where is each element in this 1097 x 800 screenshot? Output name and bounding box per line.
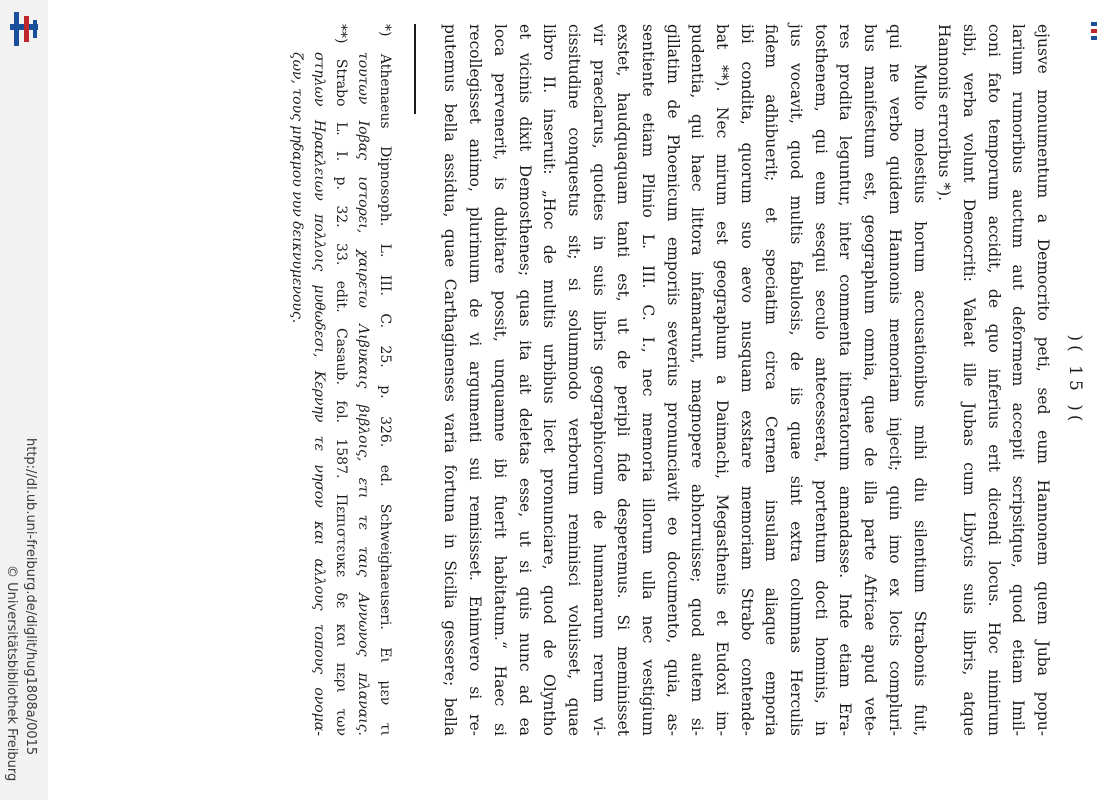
text-line: sibi, verba volunt Democriti: Valeat ille Jubas cum Libycis suis libris, atque — [959, 24, 978, 736]
text-line: sentiente etiam Plinio L. III. C. I., nec memoria illorum ulla nec vestigium — [639, 24, 657, 736]
text-line: ejusve monumentum a Democrito peti, sed eum Hannonem quem Juba popu- — [1034, 24, 1052, 736]
text-line: vir praeclarus, quoties in suis libris geographicorum de humanarum rerum vi- — [589, 24, 608, 736]
document-url[interactable]: http://dl.ub.uni-freiburg.de/diglit/hug1808a/0015 — [23, 438, 38, 756]
text-line: bat **). Nec mirum est geographum a Daimachi, Megasthenis et Eudoxi im- — [713, 24, 732, 736]
library-logo-icon — [0, 0, 48, 60]
viewer-sidebar — [0, 0, 48, 800]
text-line: larium rumoribus auctum aut deformem accepit scripsitque, quod etiam Imil- — [1009, 24, 1028, 736]
text-line: Multo molestius horum accusationibus mihi diu silentium Strabonis fuit, — [910, 64, 929, 736]
footnote-line: τουτων Ιοβας ιστορει, χαιρετω Λιβυκαις βιβλοις, ετι τε ταις Αννωνος πλαναις. — [354, 52, 371, 736]
text-line: jus vocavit, quod multis fabulosis, de iis quae sint extra columnas Herculis — [787, 24, 806, 736]
text-line: Hannonis erroribus *). — [935, 24, 954, 202]
text-line: libro II. inseruit: „Hoc de multis urbibus licet pronunciare, quod de Olyntho — [540, 24, 559, 736]
text-line: exstet, haudquaquam tanti est, ut de peripli fide desperemus. Si meminisset — [614, 24, 633, 736]
text-line: ibi condita, quorum suo aevo nusquam exstare memoriam Strabo contende- — [737, 24, 756, 736]
page-header: )( 15 )( — [1065, 334, 1085, 426]
edge-logo-icon — [1091, 22, 1097, 42]
scanned-page — [48, 0, 1097, 800]
text-line: pudentia, qui haec littora infamarunt, magnopere abhorruisse; quod autem si- — [688, 24, 707, 736]
footnote-divider — [414, 24, 416, 114]
footnote-line: *) Athenaeus Dipnosoph. L. III. C. 25. p. 326. ed. Schweighaeuseri. Ει μεν τι — [376, 24, 393, 736]
body-text — [438, 24, 1055, 736]
text-line: loca pervenerit, is dubitare possit, unquamne ibi fuerit habitatum.“ Haec si — [490, 24, 509, 736]
copyright-notice: © Universitätsbibliothek Freiburg — [4, 565, 19, 782]
footnotes — [286, 24, 396, 736]
rotated-page-content — [288, 24, 1085, 736]
text-line: tosthenem, qui eum sesqui seculo antecesserat, portentum docti hominis, in — [811, 24, 830, 736]
footnote-line: ζων, τους μηδαμου νυν δεικνυμενους. — [288, 52, 305, 324]
text-line: cissitudine conquestus sit; si solummodo verborum reminisci voluisset, quae — [564, 24, 583, 736]
text-line: gillatim de Phoenicum emporiis severius pronunciavit eo documento, quia, as- — [663, 24, 682, 736]
footnote-line: **) Strabo L. I. p. 32. 33. edit. Casaub. fol. 1587. Πεπιστευκε δε και περι των — [332, 24, 349, 736]
text-line: coni fato temporum accidit, de quo inferius erit dicendi locus. Hoc nimirum — [984, 24, 1003, 736]
text-line: qui ne verbo quidem Hannonis memoriam injecit; quin imo ex locis compluri- — [885, 24, 904, 736]
text-line: et vicinis dixit Demosthenes; quas ita ait deletas esse, ut si quis nunc ad ea — [515, 24, 534, 736]
text-line: bus manifestum est, geographum omnia, quae de illa parte Africae apud vete- — [861, 24, 880, 736]
text-line: recollegisset animo, plurimum de vi argumenti sui remisisset. Enimvero si re- — [466, 24, 485, 736]
text-line: fidem adhibuerit; et speciatim circa Cernen insulam aliaque emporia — [762, 24, 781, 736]
text-line: res prodita leguntur, inter commenta itineratorum amandasse. Inde etiam Era- — [836, 24, 855, 736]
footnote-line: στηλων Ηρακλειων πολλοις μυθωδεσι, Κερνην τε νησον και αλλους τοπους ονομα- — [310, 52, 327, 736]
text-line: putemus bella assidua, quae Carthaginenses varia fortuna in Sicilia gessere; bella — [441, 24, 460, 736]
